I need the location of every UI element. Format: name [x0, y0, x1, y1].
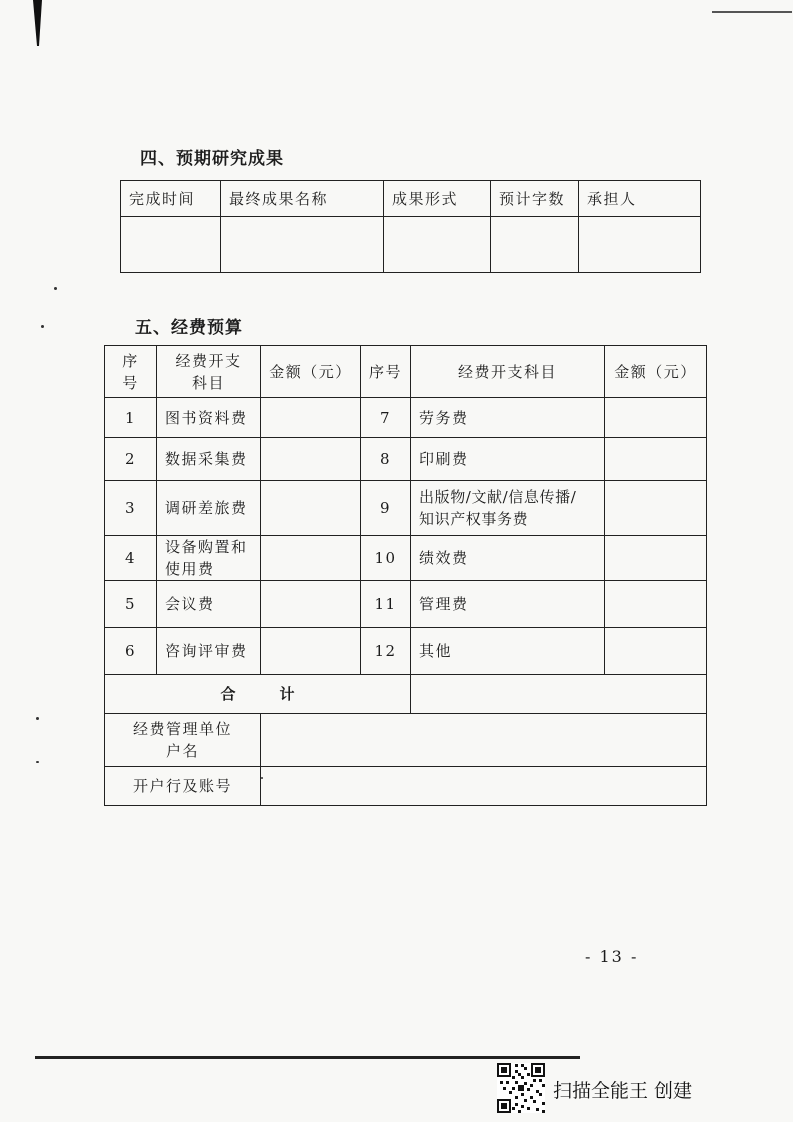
scan-speck [36, 717, 39, 720]
table-header-row [105, 346, 707, 398]
qr-code [497, 1063, 545, 1113]
row-number: 5 [105, 581, 157, 628]
header-completion-time: 完成时间 [121, 181, 221, 217]
expense-item: 会议费 [157, 581, 261, 628]
header-result-form: 成果形式 [384, 181, 491, 217]
empty-cell [121, 217, 221, 273]
table-header-row [121, 181, 701, 217]
amount-cell [605, 536, 707, 581]
account-number-row [105, 767, 707, 806]
expense-item: 出版物/文献/信息传播/ 知识产权事务费 [411, 481, 605, 536]
scan-speck [41, 325, 44, 328]
row-number: 6 [105, 628, 157, 675]
account-number-value [261, 767, 707, 806]
account-name-label-cell [105, 714, 261, 767]
expense-item: 绩效费 [411, 536, 605, 581]
header-responsible-person: 承担人 [579, 181, 701, 217]
header-seq [105, 346, 157, 398]
row-number: 1 [105, 398, 157, 438]
expense-item: 其他 [411, 628, 605, 675]
expense-item: 管理费 [411, 581, 605, 628]
expense-item: 设备购置和使用费 [165, 538, 248, 578]
account-number-label: 开户行及账号 [105, 767, 261, 806]
header-amount: 金额（元） [261, 346, 361, 398]
scan-edge-mark [0, 0, 60, 60]
row-number: 10 [361, 536, 411, 581]
amount-cell [261, 581, 361, 628]
header-seq-2: 序号 [361, 346, 411, 398]
expense-item: 数据采集费 [157, 438, 261, 481]
amount-cell [605, 481, 707, 536]
amount-cell [261, 628, 361, 675]
row-number: 8 [361, 438, 411, 481]
budget-table [104, 345, 707, 806]
amount-cell [261, 481, 361, 536]
empty-cell [384, 217, 491, 273]
expense-item: 印刷费 [411, 438, 605, 481]
table-row [121, 217, 701, 273]
total-amount-cell [411, 675, 707, 714]
total-row [105, 675, 707, 714]
row-number: 4 [105, 536, 157, 581]
row-number: 9 [361, 481, 411, 536]
account-name-value [261, 714, 707, 767]
row-number: 11 [361, 581, 411, 628]
empty-cell [579, 217, 701, 273]
header-result-name: 最终成果名称 [221, 181, 384, 217]
header-amount-2: 金额（元） [605, 346, 707, 398]
row-number: 2 [105, 438, 157, 481]
table-row [105, 536, 707, 581]
amount-cell [605, 581, 707, 628]
amount-cell [261, 536, 361, 581]
expense-item: 劳务费 [411, 398, 605, 438]
section5-heading: 五、经费预算 [135, 318, 243, 338]
header-seq-label: 序号 [122, 351, 139, 392]
empty-cell [221, 217, 384, 273]
row-number: 12 [361, 628, 411, 675]
scan-edge-line [712, 11, 792, 13]
header-word-count: 预计字数 [491, 181, 579, 217]
scan-speck [54, 287, 57, 290]
table-row [105, 438, 707, 481]
table-row [105, 628, 707, 675]
table-row [105, 481, 707, 536]
expected-results-table [120, 180, 701, 273]
amount-cell [605, 628, 707, 675]
page-number: - 13 - [585, 947, 639, 966]
amount-cell [261, 438, 361, 481]
account-name-label: 经费管理单位户名 [132, 720, 232, 760]
amount-cell [605, 438, 707, 481]
header-item-label: 经费开支科目 [175, 351, 242, 392]
expense-item: 图书资料费 [157, 398, 261, 438]
row-number: 7 [361, 398, 411, 438]
scan-speck [36, 761, 39, 763]
header-item [157, 346, 261, 398]
total-label: 合计 [105, 675, 411, 714]
expense-item-cell [157, 536, 261, 581]
scan-speck [261, 777, 263, 779]
scanner-watermark: 扫描全能王 创建 [553, 1080, 693, 1102]
bottom-rule [35, 1056, 580, 1059]
expense-item: 调研差旅费 [157, 481, 261, 536]
row-number: 3 [105, 481, 157, 536]
amount-cell [261, 398, 361, 438]
empty-cell [491, 217, 579, 273]
section4-heading: 四、预期研究成果 [140, 149, 284, 169]
table-row [105, 398, 707, 438]
expense-item: 咨询评审费 [157, 628, 261, 675]
account-name-row [105, 714, 707, 767]
table-row [105, 581, 707, 628]
amount-cell [605, 398, 707, 438]
header-item-2: 经费开支科目 [411, 346, 605, 398]
